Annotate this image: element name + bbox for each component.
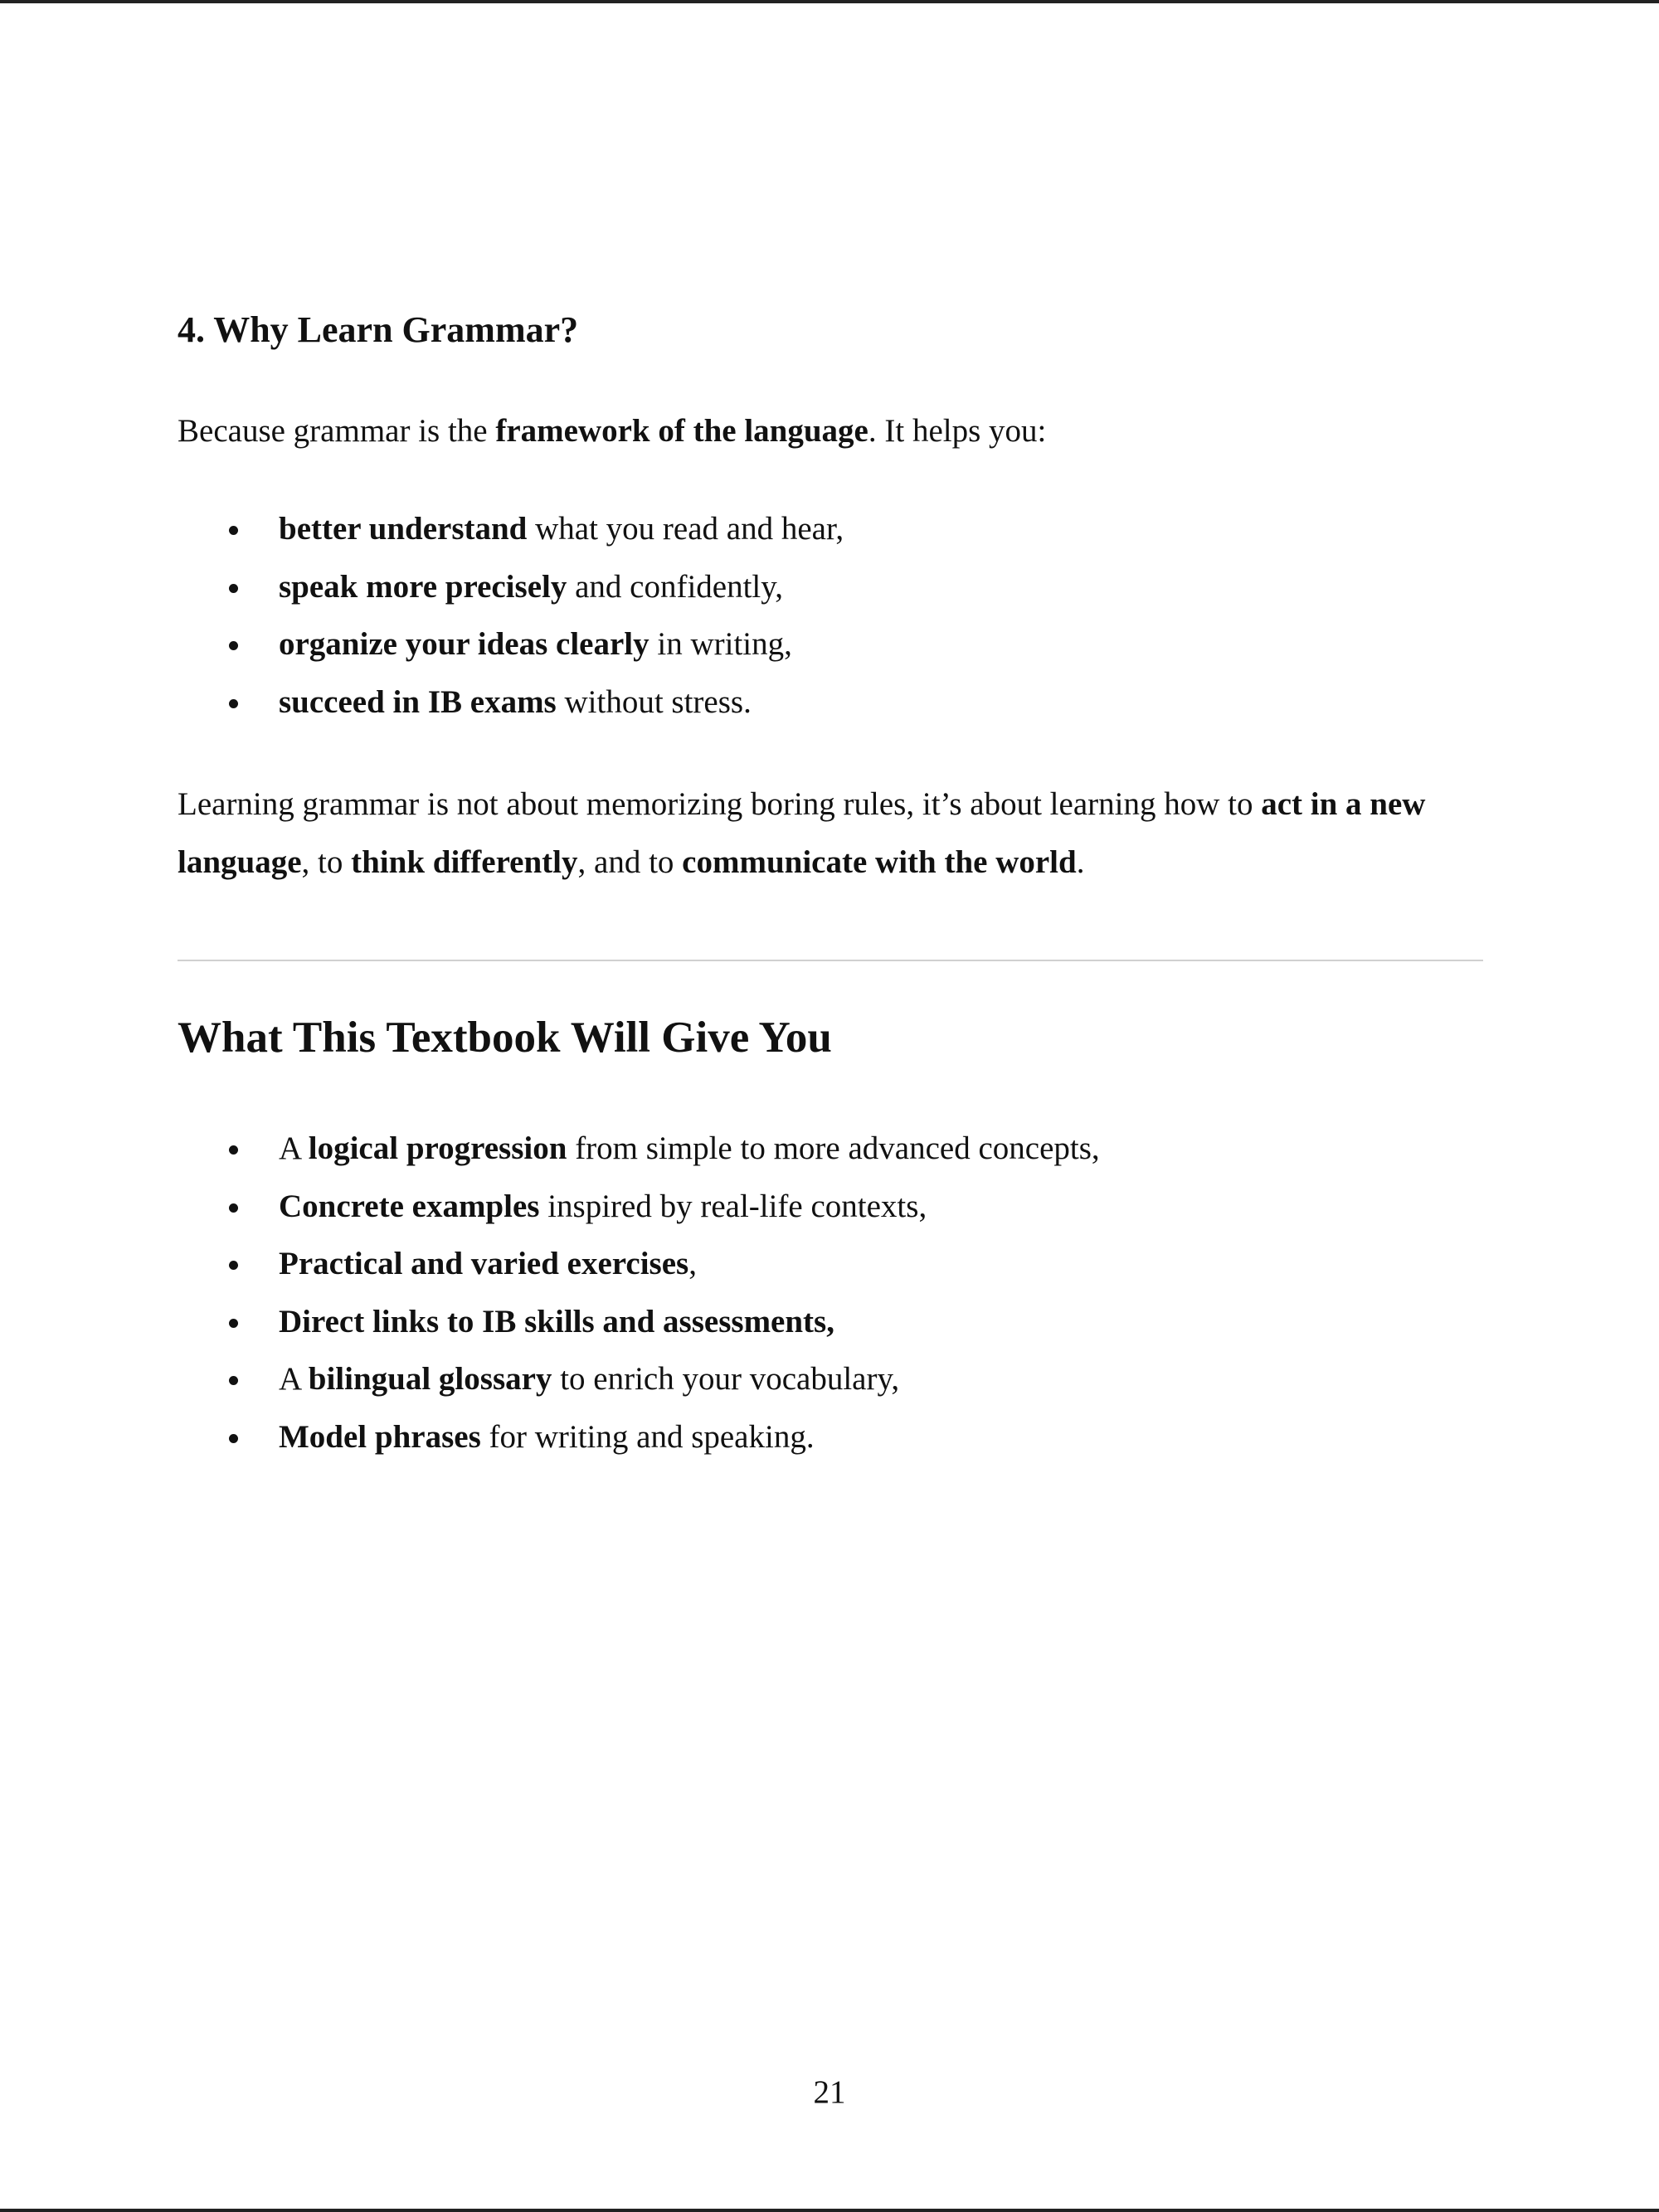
closing-line-1 [178,775,1488,834]
item-rest: what you read and hear, [527,511,844,547]
list-item [178,500,844,558]
item-bold: Direct links to IB skills and assessments, [279,1303,834,1339]
closing-text: , and to [577,844,683,880]
list-item [178,673,844,732]
bullet-dot [229,699,238,708]
list-item [178,558,844,616]
benefits-list [178,500,844,731]
bullet-dot [229,1319,238,1328]
intro-text-bold: framework of the language [495,413,868,449]
bullet-dot [229,1145,238,1155]
item-rest: , [688,1246,697,1281]
item-rest: without stress. [556,683,752,720]
section-divider [178,960,1483,961]
page-top-border [0,0,1659,3]
item-bold: organize your ideas clearly [279,626,649,662]
item-bold: bilingual glossary [308,1361,552,1397]
section-heading: 4. Why Learn Grammar? [178,309,579,350]
item-bold: speak more precisely [279,568,567,605]
item-rest: and confidently, [567,568,783,605]
list-item [178,615,844,673]
list-item [178,1350,1100,1408]
textbook-heading: What This Textbook Will Give You [178,1014,832,1062]
item-bold: Concrete examples [279,1188,540,1224]
item-bold: Model phrases [279,1418,481,1455]
item-lead: A [279,1130,309,1166]
textbook-features-list [178,1120,1100,1466]
intro-paragraph [178,410,1046,453]
closing-text: Learning grammar is not about memorizing boring rules, it’s about learning how to [178,786,1262,822]
intro-text-after: . It helps you: [868,413,1047,449]
closing-line-2 [178,834,1488,892]
closing-bold: act in a new [1261,786,1426,822]
closing-bold: think differently [351,844,578,880]
list-item [178,1293,1100,1351]
item-rest: inspired by real-life contexts, [539,1188,927,1224]
list-item [178,1178,1100,1236]
item-bold: Practical and varied exercises [279,1246,689,1281]
bullet-dot [229,1376,238,1385]
bullet-dot [229,1434,238,1443]
item-bold: better understand [279,511,528,547]
item-lead: A [279,1361,309,1397]
closing-text: , to [301,844,352,880]
page-number: 21 [813,2074,846,2110]
intro-text-before: Because grammar is the [178,413,496,449]
closing-bold: communicate with the world [682,844,1077,880]
item-bold: logical progression [308,1130,567,1166]
list-item [178,1235,1100,1293]
bullet-dot [229,1203,238,1213]
bullet-dot [229,526,238,535]
closing-paragraph [178,775,1488,892]
item-rest: in writing, [649,626,792,662]
page-bottom-border [0,2209,1659,2212]
bullet-dot [229,584,238,593]
bullet-dot [229,641,238,650]
item-rest: for writing and speaking. [480,1418,815,1455]
item-rest: to enrich your vocabulary, [552,1361,900,1397]
item-rest: from simple to more advanced concepts, [567,1130,1100,1166]
closing-bold: language [178,844,302,880]
item-bold: succeed in IB exams [279,683,557,720]
list-item [178,1408,1100,1466]
closing-text: . [1076,844,1085,880]
bullet-dot [229,1261,238,1270]
list-item [178,1120,1100,1178]
